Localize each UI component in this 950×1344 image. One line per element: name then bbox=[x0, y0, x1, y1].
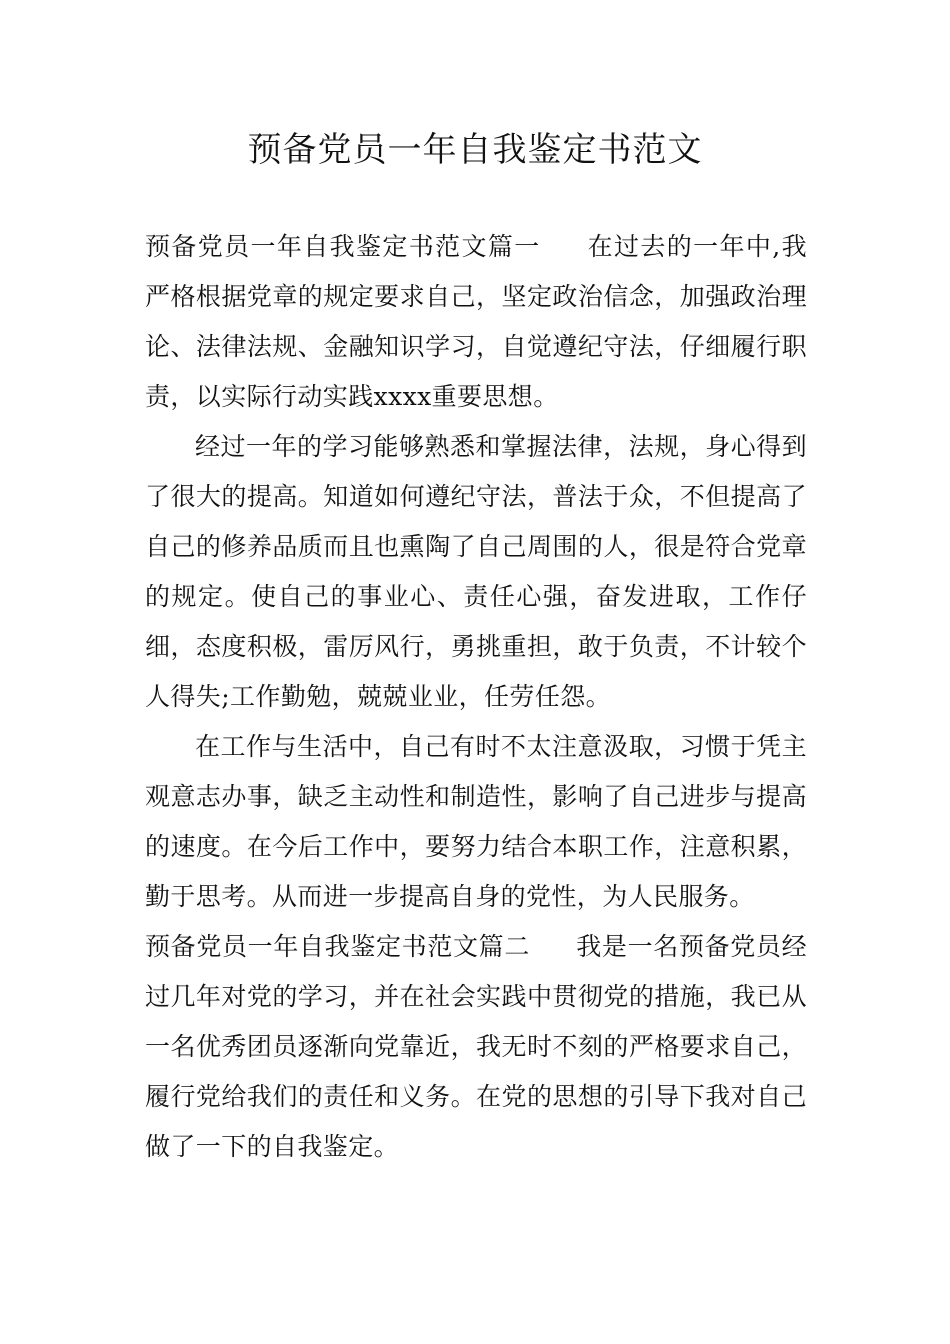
section-2-lead-paragraph bbox=[145, 922, 807, 1172]
section-1-lead-paragraph bbox=[145, 222, 807, 422]
document-body bbox=[145, 222, 807, 1172]
section-1-heading: 预备党员一年自我鉴定书范文篇一 bbox=[145, 232, 541, 261]
section-2-heading: 预备党员一年自我鉴定书范文篇二 bbox=[145, 932, 530, 961]
section-2-lead: 我是一名预备党员经过几年对党的学习，并在社会实践中贯彻党的措施，我已从一名优秀团员逐渐向党靠近，我无时不刻的严格要求自己，履行党给我们的责任和义务。在党的思想的引导下我对自己做了一下的自我鉴定。 bbox=[145, 932, 807, 1161]
page-title: 预备党员一年自我鉴定书范文 bbox=[247, 130, 703, 170]
section-1-paragraph-1: 经过一年的学习能够熟悉和掌握法律，法规，身心得到了很大的提高。知道如何遵纪守法，普法于众，不但提高了自己的修养品质而且也熏陶了自己周围的人，很是符合党章的规定。使自己的事业心、责任心强，奋发进取，工作仔细，态度积极，雷厉风行，勇挑重担，敢于负责，不计较个人得失;工作勤勉，兢兢业业，任劳任怨。 bbox=[145, 432, 807, 711]
section-1-lead: 在过去的一年中,我严格根据党章的规定要求自己，坚定政治信念，加强政治理论、法律法规、金融知识学习，自觉遵纪守法，仔细履行职责，以实际行动实践xxxx重要思想。 bbox=[145, 232, 807, 411]
section-1-paragraph-2: 在工作与生活中，自己有时不太注意汲取，习惯于凭主观意志办事，缺乏主动性和制造性，影响了自己进步与提高的速度。在今后工作中，要努力结合本职工作，注意积累，勤于思考。从而进一步提高自身的党性，为人民服务。 bbox=[145, 732, 807, 911]
